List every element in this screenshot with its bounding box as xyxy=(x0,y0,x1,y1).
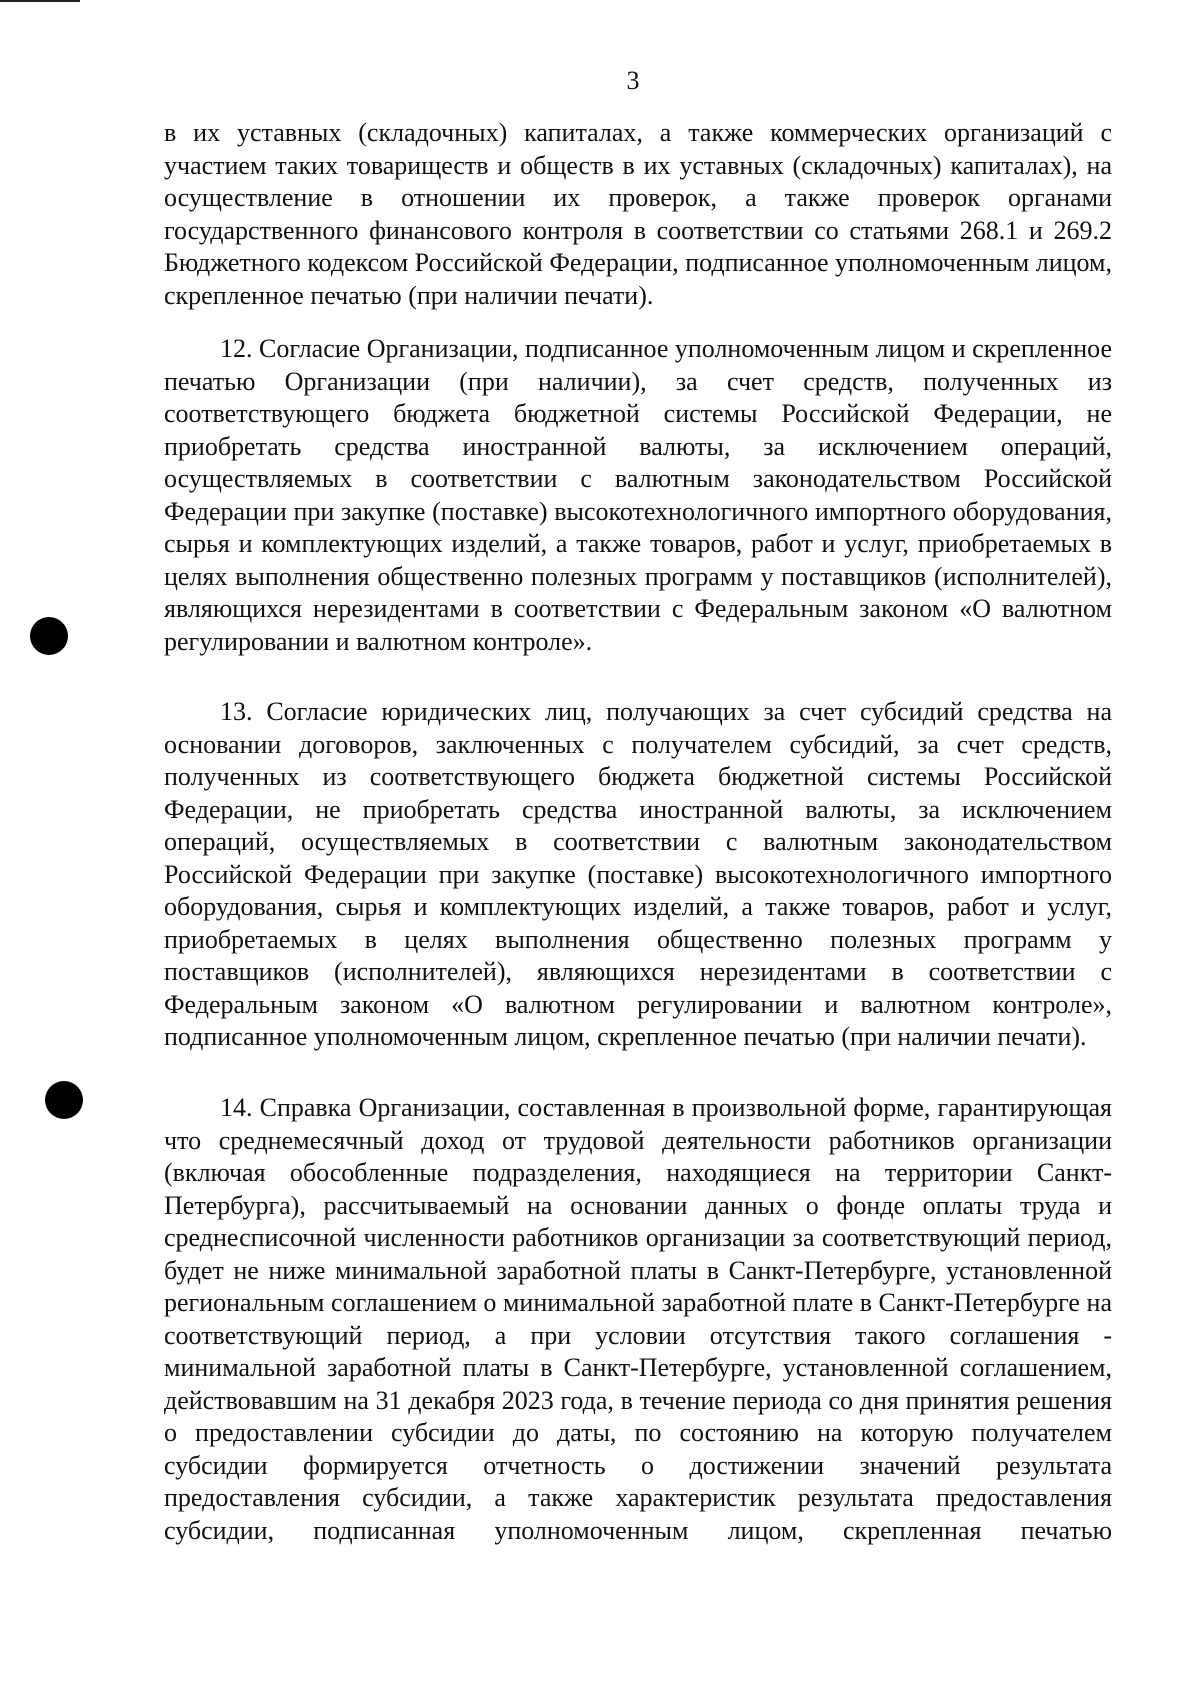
paragraph-13 xyxy=(164,696,1112,1054)
paragraph-text: 12. Согласие Организации, подписанное уполномоченным лицом и скрепленное печатью Организации (при наличии), за счет средств, полученных из соответствующего бюджета бюджетной системы Российской Федерации, не приобретать средства иностранной валюты, за исключением операций, осуществляемых в соответствии с валютным законодательством Российской Федерации при закупке (поставке) высокотехнологичного импортного оборудования, сырья и комплектующих изделий, а также товаров, работ и услуг, приобретаемых в целях выполнения общественно полезных программ у поставщиков (исполнителей), являющихся нерезидентами в соответствии с Федеральным законом «О валютном регулировании и валютном контроле». xyxy=(164,334,1112,656)
paragraph-text: в их уставных (складочных) капиталах, а также коммерческих организаций с участием таких товариществ и обществ в их уставных (складочных) капиталах), на осуществление в отношении их проверок, а также проверок органами государственного финансового контроля в соответствии со статьями 268.1 и 269.2 Бюджетного кодексом Российской Федерации, подписанное уполномоченным лицом, скрепленное печатью (при наличии печати). xyxy=(164,118,1112,310)
paragraph-text: 13. Согласие юридических лиц, получающих за счет субсидий средства на основании договоров, заключенных с получателем субсидий, за счет средств, полученных из соответствующего бюджета бюджетной системы Российской Федерации, не приобретать средства иностранной валюты, за исключением операций, осуществляемых в соответствии с валютным законодательством Российской Федерации при закупке (поставке) высокотехнологичного импортного оборудования, сырья и комплектующих изделий, а также товаров, работ и услуг, приобретаемых в целях выполнения общественно полезных программ у поставщиков (исполнителей), являющихся нерезидентами в соответствии с Федеральным законом «О валютном регулировании и валютном контроле», подписанное уполномоченным лицом, скрепленное печатью (при наличии печати). xyxy=(164,697,1112,1051)
paragraph-text: 14. Справка Организации, составленная в произвольной форме, гарантирующая что среднемесячный доход от трудовой деятельности работников организации (включая обособленные подразделения, находящиеся на территории Санкт-Петербурга), рассчитываемый на основании данных о фонде оплаты труда и среднесписочной численности работников организации за соответствующий период, будет не ниже минимальной заработной платы в Санкт-Петербурге, установленной региональным соглашением о минимальной заработной плате в Санкт-Петербурге на соответствующий период, а при условии отсутствия такого соглашения - минимальной заработной платы в Санкт-Петербурге, установленной соглашением, действовавшим на 31 декабря 2023 года, в течение периода со дня принятия решения о предоставлении субсидии до даты, по состоянию на которую получателем субсидии формируется отчетность о достижении значений результата предоставления субсидии, а также характеристик результата предоставления субсидии, подписанная уполномоченным лицом, скрепленная печатью xyxy=(164,1093,1112,1545)
paragraph-14 xyxy=(164,1092,1112,1547)
page-number: 3 xyxy=(626,66,640,95)
hole-punch-mark-upper xyxy=(30,617,68,655)
hole-punch-mark-lower xyxy=(45,1081,83,1119)
paragraph-12 xyxy=(164,333,1112,658)
scan-edge-mark xyxy=(0,0,80,2)
paragraph-11-continued xyxy=(164,117,1112,312)
